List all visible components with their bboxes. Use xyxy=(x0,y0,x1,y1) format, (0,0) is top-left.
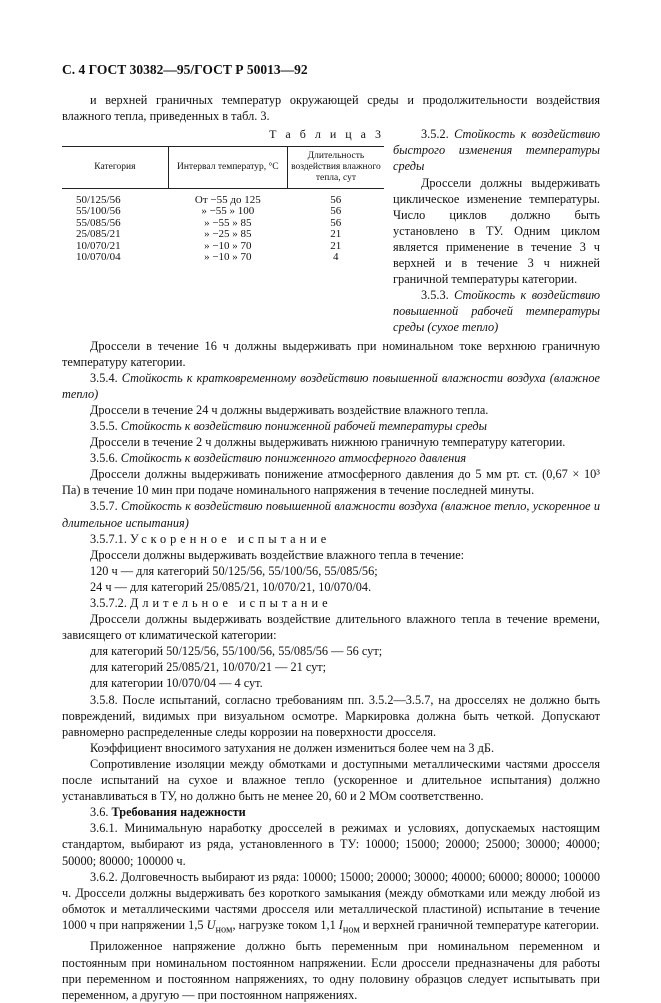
intro-paragraph: и верхней граничных температур окружающей среды и продолжительности воздействия влажного тепла, приведенных в табл. 3. xyxy=(62,93,600,124)
paragraph: Дроссели должны выдерживать воздействие влажного тепла в течение: xyxy=(90,547,465,562)
section-3-5-3-heading xyxy=(393,287,600,335)
table-cell-interval: От −55 до 125 xyxy=(194,193,261,206)
section-title: Длительное испытание xyxy=(129,596,332,610)
section-3-6-heading xyxy=(62,804,600,820)
paragraph: Дроссели должны выдерживать понижение атмосферного давления до 5 мм рт. ст. (0,67 × 10³ Па) в течение 10 мин при подаче номинального напряжения в течение последней минуты. xyxy=(62,467,600,498)
table-cell-category: 50/125/56 xyxy=(76,193,121,206)
table-header-duration: Длительность воздействия влажного тепла, сут xyxy=(287,147,384,189)
table-cell-duration: 21 xyxy=(330,239,342,252)
section-title: Стойкость к воздействию пониженной рабочей температуры среды xyxy=(120,418,487,433)
section-3-5-7-1-heading xyxy=(62,531,600,547)
table-cell-duration: 4 xyxy=(332,251,339,264)
list-item: 24 ч — для категорий 25/085/21, 10/070/21, 10/070/04. xyxy=(90,579,372,594)
symbol-u: U xyxy=(206,917,216,932)
list xyxy=(62,563,600,595)
section-number: 3.5.5. xyxy=(90,418,118,433)
subscript: ном xyxy=(215,924,233,936)
table-3 xyxy=(62,146,384,264)
paragraph: Дроссели в течение 16 ч должны выдерживать при номинальном токе верхнюю граничную температуру категории. xyxy=(62,338,600,369)
section-number: 3.5.2. xyxy=(421,127,449,142)
side-text xyxy=(393,126,600,335)
section-number: 3.5.7.1. xyxy=(90,531,127,546)
table-cell-category: 55/100/56 xyxy=(76,205,121,218)
paragraph: Дроссели в течение 2 ч должны выдерживать нижнюю граничную температуру категории. xyxy=(90,435,566,450)
paragraph: Приложенное напряжение должно быть переменным при номинальном переменном и постоянным при номинальном постоянном напряжении. Если дроссели предназначены для работы при переменном и постоянном напряжениях, то одну половину образцов следует испытывать при переменном, а другую — при постоянном напряжениях. xyxy=(62,939,600,1002)
list-item: для категории 10/070/04 — 4 сут. xyxy=(90,676,263,691)
section-3-5-4-heading xyxy=(62,370,600,402)
list xyxy=(62,643,600,691)
section-number: 3.5.7.2. xyxy=(90,596,127,610)
section-3-5-7-heading xyxy=(62,498,600,530)
table-cell-category: 10/070/21 xyxy=(76,239,121,252)
section-number: 3.5.7. xyxy=(90,499,118,514)
list-item: 120 ч — для категорий 50/125/56, 55/100/56, 55/085/56; xyxy=(90,563,378,578)
paragraph xyxy=(62,869,600,939)
paragraph: Дроссели в течение 24 ч должны выдерживать воздействие влажного тепла. xyxy=(90,402,489,417)
section-title: Стойкость к воздействию повышенной рабочей температуры среды (сухое тепло) xyxy=(393,288,601,335)
subscript: ном xyxy=(342,924,360,936)
section-title: Стойкость к воздействию пониженного атмосферного давления xyxy=(120,451,467,466)
table-cell-interval: » −55 » 85 xyxy=(204,216,252,229)
text-run: и верхней граничной температуре категории. xyxy=(359,917,600,932)
table-cell-interval: » −10 » 70 xyxy=(204,239,252,252)
section-number: 3.6. xyxy=(90,805,109,820)
list-item: для категорий 25/085/21, 10/070/21 — 21 сут; xyxy=(90,660,327,675)
table-cell-duration: 56 xyxy=(330,193,342,206)
section-title: Стойкость к воздействию быстрого изменения температуры среды xyxy=(393,127,601,174)
table-block xyxy=(62,126,384,335)
paragraph: Коэффициент вносимого затухания не должен измениться более чем на 3 дБ. xyxy=(90,740,495,755)
table-cell-duration: 56 xyxy=(330,205,342,218)
table-cell-duration: 56 xyxy=(330,216,342,229)
section-3-5-5-heading xyxy=(62,418,600,434)
list-item: для категорий 50/125/56, 55/100/56, 55/085/56 — 56 сут; xyxy=(90,644,383,659)
table-header-category: Категория xyxy=(62,147,168,189)
table-cell-interval: » −10 » 70 xyxy=(204,251,252,264)
table-cell-category: 55/085/56 xyxy=(76,216,121,229)
paragraph: 3.5.8. После испытаний, согласно требованиям пп. 3.5.2—3.5.7, на дросселях не должно быть повреждений, видимых при визуальном осмотре. Маркировка должна быть четкой. Допускают равномерно распределенные следы коррозии на поверхности дросселя. xyxy=(62,692,600,739)
table-and-side-text xyxy=(62,126,600,335)
paragraph: 3.6.1. Минимальную наработку дросселей в режимах и условиях, допускаемых настоящим стандартом, выбирают из ряда, установленного в ТУ: 10000; 15000; 20000; 25000; 30000; 40000; 50000; 80000; 100000 ч. xyxy=(62,821,600,868)
section-3-5-6-heading xyxy=(62,450,600,466)
table-header-interval: Интервал температур, °С xyxy=(168,147,287,189)
section-3-5-2-heading xyxy=(393,126,600,174)
table-caption: Т а б л и ц а 3 xyxy=(269,127,384,142)
text-run: 3.6.2. Долговечность выбирают из ряда: 10000; 15000; 20000; 30000; 40000; 60000; 80000; 100000 ч. Дроссели должны выдерживать без короткого замыкания (между обмотками или между любой из обмоток и металлическими частями дросселя или металлической пластиной) испытание в течение 1000 ч при напряжении 1,5 xyxy=(62,869,600,932)
section-number: 3.5.4. xyxy=(90,370,118,385)
paragraph: Дроссели должны выдерживать воздействие длительного влажного тепла в течение времени, зависящего от климатической категории: xyxy=(62,612,600,643)
table-cell-category: 25/085/21 xyxy=(76,228,121,241)
text-run: , нагрузке током 1,1 xyxy=(232,917,339,932)
section-title: Стойкость к кратковременному воздействию повышенной влажности воздуха (влажное тепло) xyxy=(62,370,600,401)
page-header: С. 4 ГОСТ 30382—95/ГОСТ Р 50013—92 xyxy=(62,62,308,77)
table-cell-interval: » −25 » 85 xyxy=(204,228,252,241)
table-header-row xyxy=(62,147,384,189)
section-3-5-7-2-heading xyxy=(62,595,600,611)
table-cell-interval: » −55 » 100 xyxy=(201,205,255,218)
table-cell-category: 10/070/04 xyxy=(76,251,121,264)
section-3-5-2-text: Дроссели должны выдерживать циклическое изменение температуры. Число циклов должно быть установлено в ТУ. Одним циклом является применение в течение 3 ч верхней и в течение 3 ч нижней граничной температуры категории. xyxy=(393,175,600,287)
section-title: Требования надежности xyxy=(111,805,246,820)
symbol-i: I xyxy=(338,917,343,932)
section-title: Стойкость к воздействию повышенной влажности воздуха (влажное тепло, ускоренное и длительное испытания) xyxy=(62,499,600,530)
table-row xyxy=(62,252,384,264)
section-title: Ускоренное испытание xyxy=(129,531,331,546)
document-page xyxy=(62,62,600,1003)
section-number: 3.5.6. xyxy=(90,451,118,466)
paragraph: Сопротивление изоляции между обмотками и доступными металлическими частями дросселя после испытаний на сухое и влажное тепло (ускоренное и длительное испытания) должно устанавливаться в ТУ, но должно быть не менее 20, 60 и 2 МОм соответственно. xyxy=(62,756,600,804)
table-cell-duration: 21 xyxy=(330,228,342,241)
section-number: 3.5.3. xyxy=(421,288,449,303)
